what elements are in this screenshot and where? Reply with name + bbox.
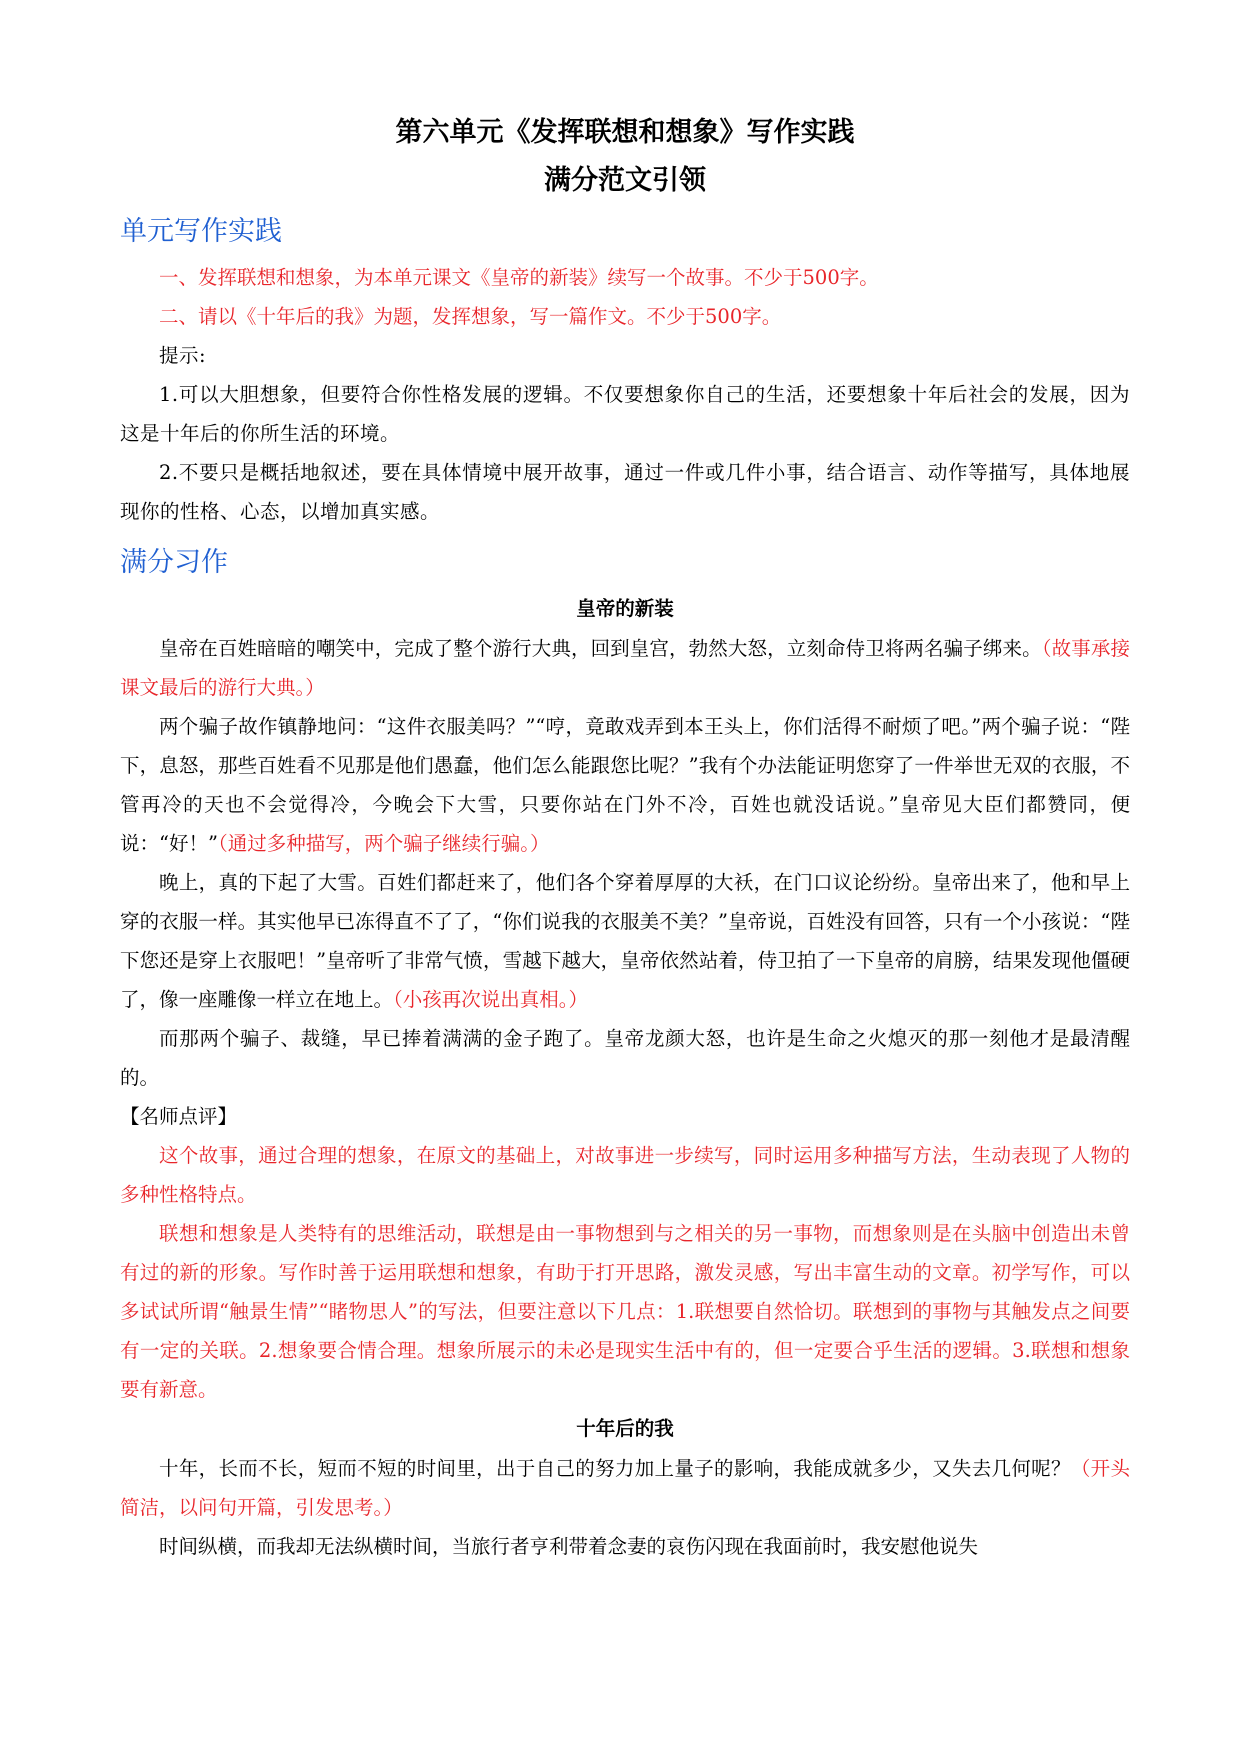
essay-title-emperor: 皇帝的新装 (576, 597, 674, 620)
essay1-paragraph-2-text: 两个骗子故作镇静地问：“这件衣服美吗？”“哼，竟敢戏弄到本王头上，你们活得不耐烦了吧。”两个骗子说：“陛下，息怒，那些百姓看不见那是他们愚蠢，他们怎么能跟您比呢？”我有个办法能证明您穿了一件举世无双的衣服，不管再冷的天也不会觉得冷，今晚会下大雪，只要你站在门外不冷，百姓也就没话说。”皇帝见大臣们都赞同，便说：“好！” (120, 715, 1130, 855)
essay-title-ten-years: 十年后的我 (576, 1417, 674, 1440)
essay1-annotation-2: （通过多种描写，两个骗子继续行骗。） (217, 832, 550, 855)
page-subtitle: 满分范文引领 (544, 165, 706, 196)
writing-task-1: 一、发挥联想和想象，为本单元课文《皇帝的新装》续写一个故事。不少于500字。 (159, 266, 879, 289)
essay1-paragraph-1-text: 皇帝在百姓暗暗的嘲笑中，完成了整个游行大典，回到皇宫，勃然大怒，立刻命侍卫将两名骗子绑来。 (159, 637, 1042, 660)
writing-task-2: 二、请以《十年后的我》为题，发挥想象，写一篇作文。不少于500字。 (159, 305, 782, 328)
teacher-comment-2: 联想和想象是人类特有的思维活动，联想是由一事物想到与之相关的另一事物，而想象则是在头脑中创造出未曾有过的新的形象。写作时善于运用联想和想象，有助于打开思路，激发灵感，写出丰富生动的文章。初学写作，可以多试试所谓“触景生情”“睹物思人”的写法，但要注意以下几点：1.联想要自然恰切。联想到的事物与其触发点之间要有一定的关联。2.想象要合情合理。想象所展示的未必是现实生活中有的，但一定要合乎生活的逻辑。3.联想和想象要有新意。 (120, 1222, 1130, 1401)
essay1-annotation-1: （故事承接课文最后的游行大典。） (120, 637, 1130, 699)
page-title: 第六单元《发挥联想和想象》写作实践 (395, 117, 855, 148)
hint-item-1: 1.可以大胆想象，但要符合你性格发展的逻辑。不仅要想象你自己的生活，还要想象十年后社会的发展，因为这是十年后的你所生活的环境。 (120, 383, 1130, 445)
essay1-paragraph-4: 而那两个骗子、裁缝，早已捧着满满的金子跑了。皇帝龙颜大怒，也许是生命之火熄灭的那一刻他才是最清醒的。 (120, 1027, 1130, 1089)
essay1-paragraph-1 (120, 629, 1130, 707)
hint-item-2: 2.不要只是概括地叙述，要在具体情境中展开故事，通过一件或几件小事，结合语言、动作等描写，具体地展现你的性格、心态，以增加真实感。 (120, 461, 1130, 523)
essay2-paragraph-1-text: 十年，长而不长，短而不短的时间里，出于自己的努力加上量子的影响，我能成就多少，又失去几何呢？ (159, 1457, 1071, 1480)
essay2-paragraph-1 (120, 1449, 1130, 1527)
teacher-comment-label: 【名师点评】 (120, 1105, 238, 1128)
essay2-annotation-1: （开头简洁，以问句开篇，引发思考。） (120, 1457, 1130, 1519)
essay1-paragraph-3-text: 晚上，真的下起了大雪。百姓们都赶来了，他们各个穿着厚厚的大袄，在门口议论纷纷。皇帝出来了，他和早上穿的衣服一样。其实他早已冻得直不了了，“你们说我的衣服美不美？”皇帝说，百姓没有回答，只有一个小孩说：“陛下您还是穿上衣服吧！”皇帝听了非常气愤，雪越下越大，皇帝依然站着，侍卫拍了一下皇帝的肩膀，结果发现他僵硬了，像一座雕像一样立在地上。 (120, 871, 1130, 1011)
document-page (120, 112, 1130, 1566)
teacher-comment-1: 这个故事，通过合理的想象，在原文的基础上，对故事进一步续写，同时运用多种描写方法，生动表现了人物的多种性格特点。 (120, 1144, 1130, 1206)
essay1-paragraph-3 (120, 863, 1130, 1019)
essay1-annotation-3: （小孩再次说出真相。） (393, 988, 589, 1011)
section-heading-full-marks: 满分习作 (120, 547, 228, 578)
essay1-paragraph-2 (120, 707, 1130, 863)
hint-label: 提示: (159, 344, 207, 367)
essay2-paragraph-2: 时间纵横，而我却无法纵横时间，当旅行者亨利带着念妻的哀伤闪现在我面前时，我安慰他说失 (159, 1535, 979, 1558)
section-heading-unit-practice: 单元写作实践 (120, 216, 282, 247)
